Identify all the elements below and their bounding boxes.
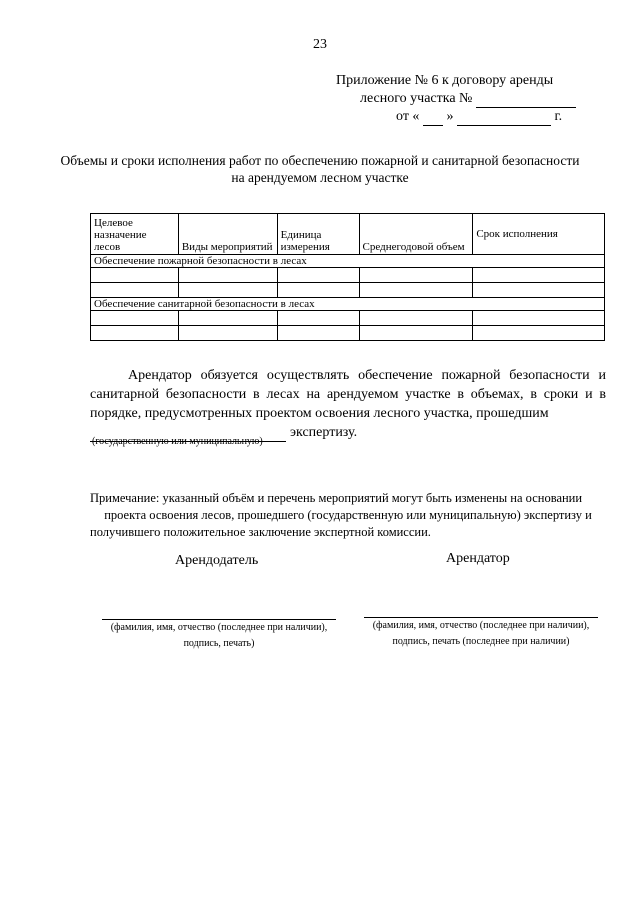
landlord-label: Арендодатель	[175, 553, 259, 568]
table-cell[interactable]	[277, 268, 359, 283]
table-cell[interactable]	[178, 311, 277, 326]
appendix-date-line	[396, 108, 562, 126]
table-cell[interactable]	[359, 326, 473, 341]
date-from-label: от «	[396, 109, 420, 124]
tenant-caption-line-1: (фамилия, имя, отчество (последнее при наличии),	[372, 620, 590, 631]
table-cell[interactable]	[277, 283, 359, 298]
note-line-2: проекта освоения лесов, прошедшего (государственную или муниципальную) экспертизу и	[104, 508, 592, 522]
appendix-title: Приложение № 6 к договору аренды	[336, 73, 554, 88]
note-line-1: Примечание: указанный объём и перечень мероприятий могут быть изменены на основании	[90, 491, 583, 505]
tenant-signature-caption	[358, 618, 604, 650]
table-cell[interactable]	[473, 268, 605, 283]
table-cell[interactable]	[277, 326, 359, 341]
table-header-row	[91, 214, 605, 255]
note-block	[90, 490, 606, 541]
header-cell-purpose: Целевое назначение лесов	[91, 214, 179, 255]
header-cell-unit: Единица измерения	[277, 214, 359, 255]
table-cell[interactable]	[473, 326, 605, 341]
works-table	[90, 213, 605, 341]
table-cell[interactable]	[91, 326, 179, 341]
table-section-row	[91, 298, 605, 311]
table-cell[interactable]	[359, 311, 473, 326]
plot-number-label: лесного участка №	[360, 91, 473, 106]
table-cell[interactable]	[473, 311, 605, 326]
table-cell[interactable]	[359, 283, 473, 298]
table-cell[interactable]	[178, 283, 277, 298]
table-row	[91, 268, 605, 283]
table-cell[interactable]	[359, 268, 473, 283]
expertise-type-caption: (государственную или муниципальную)	[92, 436, 263, 447]
header-cell-deadline: Срок исполнения	[473, 214, 605, 255]
table-row	[91, 326, 605, 341]
date-month-blank[interactable]	[457, 111, 551, 126]
header-cell-volume: Среднегодовой объем	[359, 214, 473, 255]
landlord-signature-caption	[96, 620, 342, 652]
plot-number-blank[interactable]	[476, 93, 576, 108]
note-line-3: получившего положительное заключение экспертной комиссии.	[90, 525, 431, 539]
header-cell-activities: Виды мероприятий	[178, 214, 277, 255]
date-quote-close: »	[446, 109, 454, 124]
table-cell[interactable]	[178, 268, 277, 283]
table-row	[91, 311, 605, 326]
landlord-caption-line-1: (фамилия, имя, отчество (последнее при наличии),	[110, 622, 328, 633]
page-number: 23	[313, 37, 327, 52]
table-cell[interactable]	[178, 326, 277, 341]
table-cell[interactable]	[91, 268, 179, 283]
table-cell[interactable]	[277, 311, 359, 326]
obligation-paragraph	[90, 366, 606, 442]
document-title: Объемы и сроки исполнения работ по обеспечению пожарной и санитарной безопасности на арендуемом лесном участке	[60, 153, 580, 185]
landlord-caption-line-2: подпись, печать)	[183, 638, 255, 649]
table-cell[interactable]	[91, 283, 179, 298]
section-fire-safety: Обеспечение пожарной безопасности в лесах	[91, 255, 605, 268]
obligation-tail: экспертизу.	[290, 425, 358, 440]
table-row	[91, 283, 605, 298]
date-day-blank[interactable]	[423, 111, 443, 126]
table-section-row	[91, 255, 605, 268]
table-cell[interactable]	[473, 283, 605, 298]
tenant-caption-line-2: подпись, печать (последнее при наличии)	[392, 636, 570, 647]
tenant-label: Арендатор	[446, 551, 510, 566]
obligation-text: Арендатор обязуется осуществлять обеспечение пожарной безопасности и санитарной безопасности в лесах на арендуемом участке в объемах, в сроки и в порядке, предусмотренных проектом освоения лесного участка, прошедшим	[90, 368, 606, 421]
table-cell[interactable]	[91, 311, 179, 326]
appendix-plot-number-line	[360, 90, 576, 108]
date-year-suffix: г.	[554, 109, 563, 124]
section-sanitary-safety: Обеспечение санитарной безопасности в лесах	[91, 298, 605, 311]
